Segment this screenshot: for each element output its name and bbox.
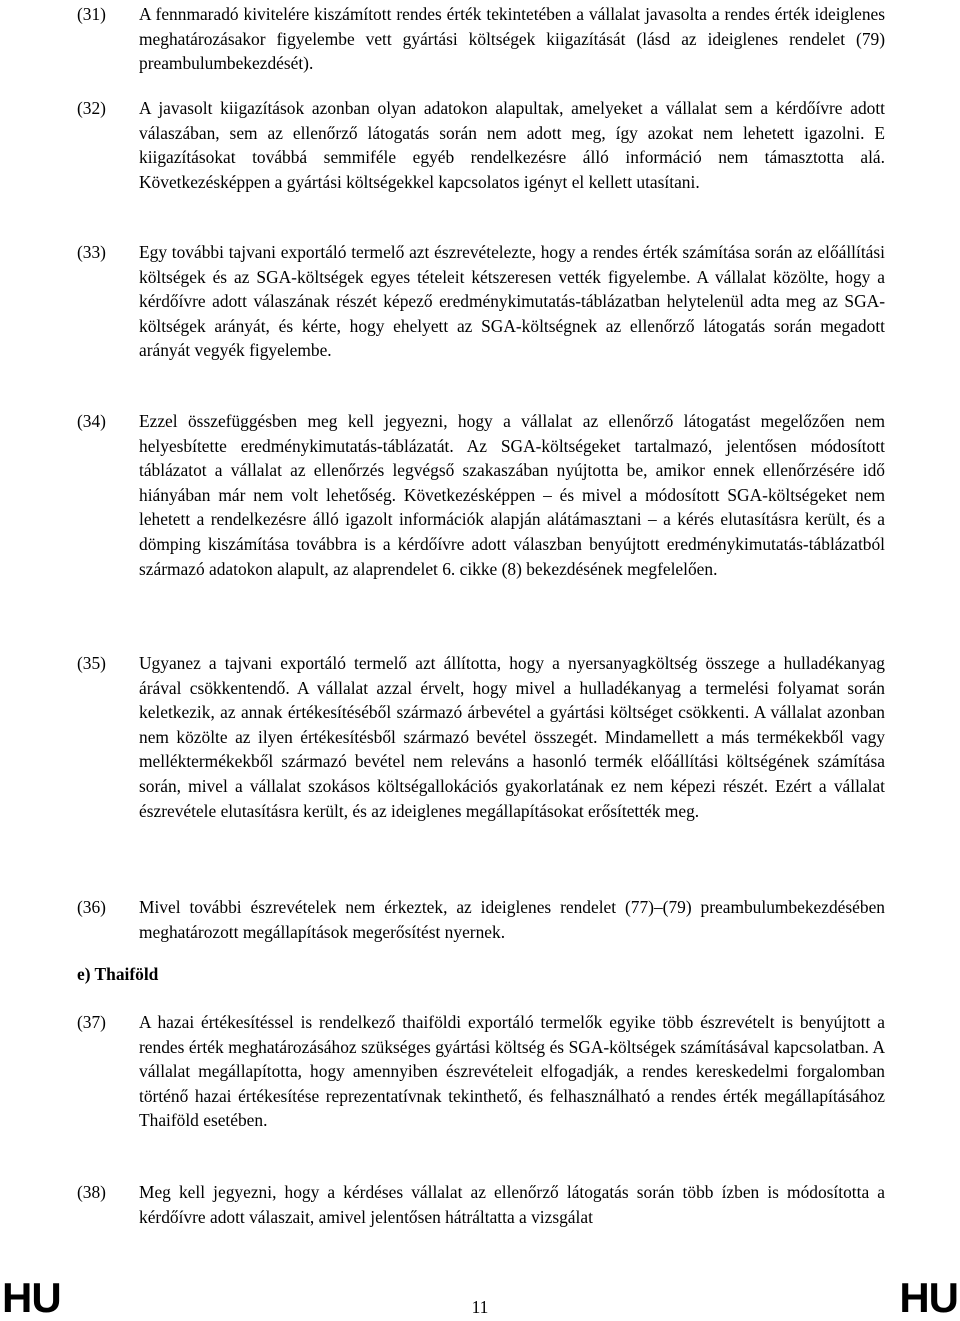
paragraph-38 xyxy=(77,1180,885,1229)
footer-language-label-left: HU xyxy=(2,1274,61,1321)
paragraph-text: Mivel további észrevételek nem érkeztek, az ideiglenes rendelet (77)–(79) preambulumbekezdésében meghatározott megállapítások megerősítést nyernek. xyxy=(139,897,885,942)
page-number: 11 xyxy=(471,1297,489,1317)
paragraph-33 xyxy=(77,240,885,363)
paragraph-text: A hazai értékesítéssel is rendelkező thaiföldi exportáló termelők egyike több észrevételt is benyújtott a rendes érték meghatározásához szükséges gyártási költség és SGA-költségek számításával kapcsolatban. A vállalat megállapította, hogy amennyiben észrevételeit elfogadják, a rendes kereskedelmi forgalomban történő hazai értékesítése reprezentatívnak tekinthető, és felhasználható a rendes érték megállapításához Thaiföld esetében. xyxy=(139,1012,885,1131)
paragraph-number: (35) xyxy=(77,653,106,673)
paragraph-number: (38) xyxy=(77,1182,106,1202)
paragraph-number: (33) xyxy=(77,242,106,262)
paragraph-34 xyxy=(77,409,885,581)
paragraph-number: (32) xyxy=(77,98,106,118)
paragraph-35 xyxy=(77,651,885,823)
paragraph-text: Ugyanez a tajvani exportáló termelő azt állította, hogy a nyersanyagköltség összege a hulladékanyag árával csökkentendő. A vállalat azzal érvelt, hogy mivel a hulladékanyag a termelési folyamat során keletkezik, az annak értékesítéséből származó árbevétel a gyártási költséget csökkenti. A vállalat azonban nem közölte az ilyen értékesítésből származó bevétel összegét. Mindamellett a más termékekből vagy melléktermékekből származó bevétel nem releváns a hasonló termék előállítási költségének számítása során, mivel a vállalat szokásos költségallokációs gyakorlatának ez nem képezi részét. Ezért a vállalat észrevétele elutasításra került, és az ideiglenes megállapításokat erősítették meg. xyxy=(139,653,885,821)
paragraph-number: (37) xyxy=(77,1012,106,1032)
paragraph-32 xyxy=(77,96,885,194)
paragraph-36 xyxy=(77,895,885,944)
paragraph-37 xyxy=(77,1010,885,1133)
paragraph-number: (36) xyxy=(77,897,106,917)
paragraph-text: A fennmaradó kivitelére kiszámított rendes érték tekintetében a vállalat javasolta a rendes érték ideiglenes meghatározásakor figyelembe vett gyártási költségek kiigazítását (lásd az ideiglenes rendelet (79) preambulumbekezdését). xyxy=(139,4,885,74)
paragraph-number: (31) xyxy=(77,4,106,24)
section-heading: e) Thaiföld xyxy=(77,964,159,984)
paragraph-number: (34) xyxy=(77,411,106,431)
paragraph-text: Egy további tajvani exportáló termelő azt észrevételezte, hogy a rendes érték számítása során az előállítási költségek és az SGA-költségek egyes tételeit kétszeresen vették figyelembe. A vállalat közölte, hogy a kérdőívre adott válaszának részét képező eredménykimutatás-táblázatban helytelenül adta meg az SGA-költségek arányát, és kérte, hogy ehelyett az SGA-költségnek az ellenőrző látogatás során megadott arányát vegyék figyelembe. xyxy=(139,242,885,361)
paragraph-31 xyxy=(77,2,885,76)
paragraph-text: A javasolt kiigazítások azonban olyan adatokon alapultak, amelyeket a vállalat sem a kérdőívre adott válaszában, sem az ellenőrző látogatás során nem adott meg, így azokat nem lehetett igazolni. E kiigazításokat továbbá semmiféle egyéb rendelkezésre álló információ nem támasztotta alá. Következésképpen a gyártási költségekkel kapcsolatos igényt el kellett utasítani. xyxy=(139,98,885,192)
footer-language-label-right: HU xyxy=(899,1274,958,1321)
paragraph-text: Meg kell jegyezni, hogy a kérdéses vállalat az ellenőrző látogatás során több ízben is módosította a kérdőívre adott válaszait, amivel jelentősen hátráltatta a vizsgálat xyxy=(139,1182,885,1227)
paragraph-text: Ezzel összefüggésben meg kell jegyezni, hogy a vállalat az ellenőrző látogatást megelőzően nem helyesbítette eredménykimutatás-táblázatát. Az SGA-költségeket tartalmazó, jelentősen módosított táblázatot a vállalat az ellenőrzés legvégső szakaszában nyújtotta be, amikor ennek ellenőrzésére idő hiányában már nem volt lehetőség. Következésképpen – és mivel a módosított SGA-költségeket nem lehetett a rendelkezésre álló igazolt információk alapján alátámasztani – a kérés elutasításra került, és a dömping kiszámítása továbbra is a kérdőívre adott válaszban benyújtott eredménykimutatás-táblázatból származó adatokon alapult, az alaprendelet 6. cikke (8) bekezdésének megfelelően. xyxy=(139,411,885,579)
